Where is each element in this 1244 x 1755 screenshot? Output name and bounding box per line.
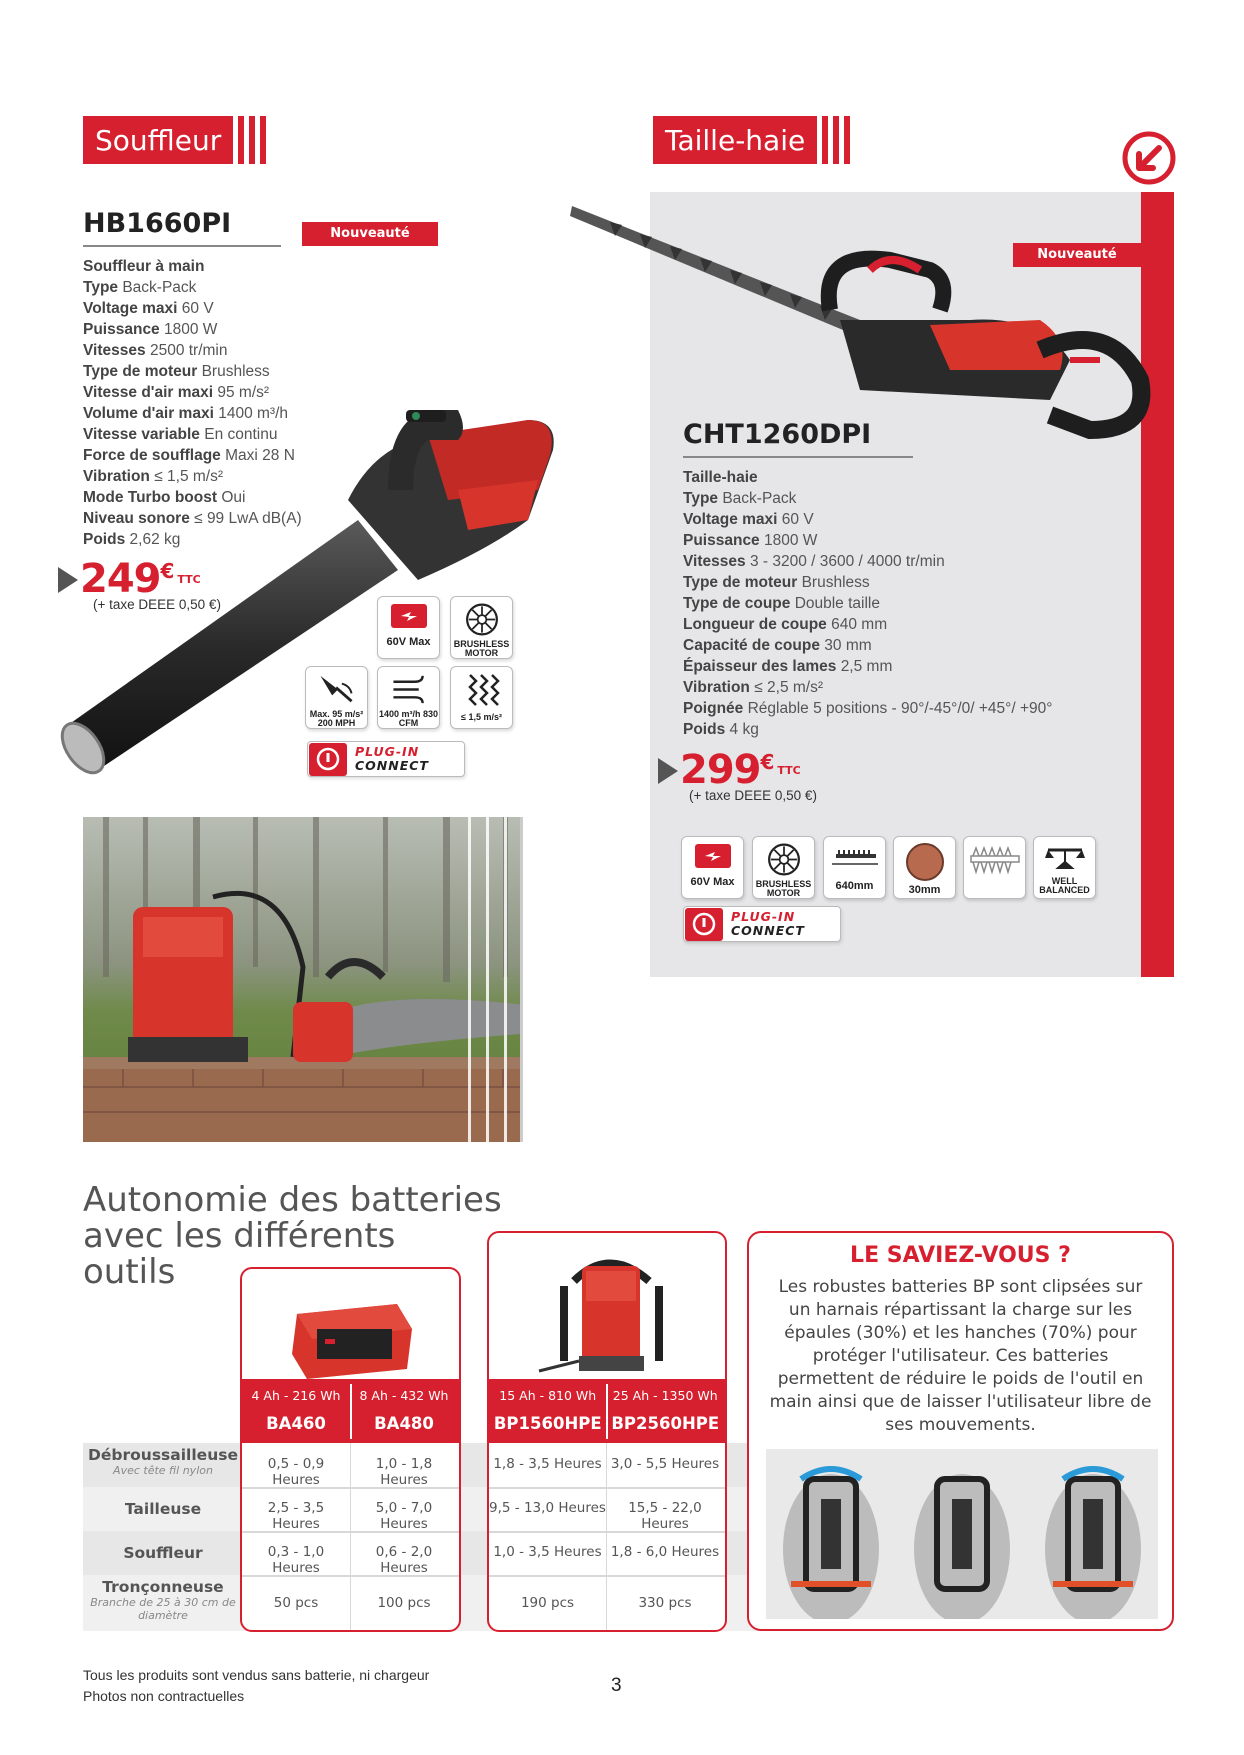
product-title: CHT1260DPI (683, 419, 913, 458)
brushless-motor-icon: BRUSHLESS MOTOR (450, 596, 513, 659)
did-you-know-title: LE SAVIEZ-VOUS ? (850, 1243, 1071, 1268)
volt-60v-icon: 60V Max (681, 836, 744, 899)
spec-row: Poids 2,62 kg (83, 531, 181, 548)
spec-row: Vitesses 2500 tr/min (83, 342, 228, 359)
price-right: 299 € TTC (658, 746, 801, 794)
section-label: Souffleur (83, 116, 233, 164)
section-header-souffleur (83, 116, 266, 164)
spec-row: Capacité de coupe 30 mm (683, 637, 872, 654)
spec-list (683, 467, 1123, 740)
plugin-connect-logo: PLUG-IN CONNECT (683, 906, 841, 942)
row-label-souffleur: Souffleur (123, 1544, 203, 1562)
volt-60v-icon: 60V Max (377, 596, 440, 659)
spec-row: Vibration ≤ 2,5 m/s² (683, 679, 823, 696)
plugin-icon (685, 908, 723, 941)
spec-row: Épaisseur des lames 2,5 mm (683, 658, 893, 675)
harness-image (766, 1449, 1158, 1619)
spec-row: Poids 4 kg (683, 721, 759, 738)
spec-row: Voltage maxi 60 V (83, 300, 214, 317)
plugin-icon (309, 743, 347, 776)
new-badge: Nouveauté (302, 222, 438, 246)
spec-row: Poignée Réglable 5 positions - 90°/-45°/0/ +45°/ +90° (683, 700, 1053, 717)
did-you-know-text: Les robustes batteries BP sont clipsées sur un harnais répartissant la charge sur les épaules (30%) et les hanches (70%) pour protéger l'utilisateur. Ces batteries permettent de réduire le poids de l'outil en main ainsi que de laisser l'utilisateur libre de ses mouvements. (769, 1277, 1152, 1435)
battery-bp-image (534, 1241, 684, 1379)
cutting-length-icon: 640mm (823, 836, 886, 899)
spec-row: Voltage maxi 60 V (683, 511, 814, 528)
spec-row: Type de coupe Double taille (683, 595, 880, 612)
spec-row: Souffleur à main (83, 258, 205, 275)
spec-row: Vitesse d'air maxi 95 m/s² (83, 384, 270, 401)
section-header-taille-haie (653, 116, 850, 164)
cutting-capacity-icon: 30mm (893, 836, 956, 899)
product-title: HB1660PI (83, 208, 281, 247)
battery-section-title: Autonomie des batteries avec les différents outils (83, 1180, 502, 1292)
battery-ba-image (287, 1284, 417, 1384)
well-balanced-icon: WELL BALANCED (1033, 836, 1096, 899)
spec-row: Vitesse variable En continu (83, 426, 278, 443)
air-volume-icon: 1400 m³/h 830 CFM (377, 666, 440, 729)
spec-row: Type de moteur Brushless (683, 574, 870, 591)
spec-row: Puissance 1800 W (683, 532, 818, 549)
spec-row: Mode Turbo boost Oui (83, 489, 246, 506)
price-left: 249 € TTC (58, 555, 201, 603)
spec-row: Type Back-Pack (83, 279, 197, 296)
spec-row: Vitesses 3 - 3200 / 3600 / 4000 tr/min (683, 553, 945, 570)
row-label-tailleuse: Tailleuse (124, 1500, 202, 1518)
battery-card-bp: 15 Ah - 810 Wh 25 Ah - 1350 Wh BP1560HPE BP2560HPE 1,8 - 3,5 Heures 3,0 - 5,5 Heures 9,5 - 13,0 Heures 15,5 - 22,0 Heures 1,0 - 3,5 Heures 1,8 - 6,0 Heures 190 pcs 330 pcs (487, 1231, 727, 1632)
blower-photo (83, 817, 573, 1142)
footer-notes: Tous les produits sont vendus sans batterie, ni chargeur Photos non contractuelles (83, 1667, 430, 1704)
arrow-down-left-icon[interactable] (1121, 130, 1177, 186)
spec-row: Volume d'air maxi 1400 m³/h (83, 405, 288, 422)
spec-row: Taille-haie (683, 469, 758, 486)
page-number: 3 (611, 1675, 622, 1696)
did-you-know-card (747, 1231, 1174, 1631)
deee-tax: (+ taxe DEEE 0,50 €) (689, 788, 817, 803)
double-blade-icon (963, 836, 1026, 899)
row-label-tronconneuse: Tronçonneuse Branche de 25 à 30 cm de diamètre (90, 1578, 236, 1622)
spec-row: Longueur de coupe 640 mm (683, 616, 888, 633)
section-label: Taille-haie (653, 116, 817, 164)
spec-row: Vibration ≤ 1,5 m/s² (83, 468, 223, 485)
spec-row: Type Back-Pack (683, 490, 797, 507)
brushless-motor-icon: BRUSHLESS MOTOR (752, 836, 815, 899)
spec-row: Force de soufflage Maxi 28 N (83, 447, 295, 464)
spec-row: Type de moteur Brushless (83, 363, 270, 380)
plugin-connect-logo: PLUG-IN CONNECT (307, 741, 465, 777)
vibration-icon: ≤ 1,5 m/s² (450, 666, 513, 729)
air-speed-icon: Max. 95 m/s² 200 MPH (305, 666, 368, 729)
deee-tax: (+ taxe DEEE 0,50 €) (93, 597, 221, 612)
spec-row: Puissance 1800 W (83, 321, 218, 338)
spec-row: Niveau sonore ≤ 99 LwA dB(A) (83, 510, 302, 527)
new-badge: Nouveauté (1013, 243, 1141, 267)
row-label-debroussailleuse: Débroussailleuse Avec tête fil nylon (88, 1446, 238, 1477)
battery-card-ba: 4 Ah - 216 Wh 8 Ah - 432 Wh BA460 BA480 0,5 - 0,9 Heures 1,0 - 1,8 Heures 2,5 - 3,5 Heures 5,0 - 7,0 Heures 0,3 - 1,0 Heures 0,6 - 2,0 Heures 50 pcs 100 pcs (240, 1267, 461, 1632)
